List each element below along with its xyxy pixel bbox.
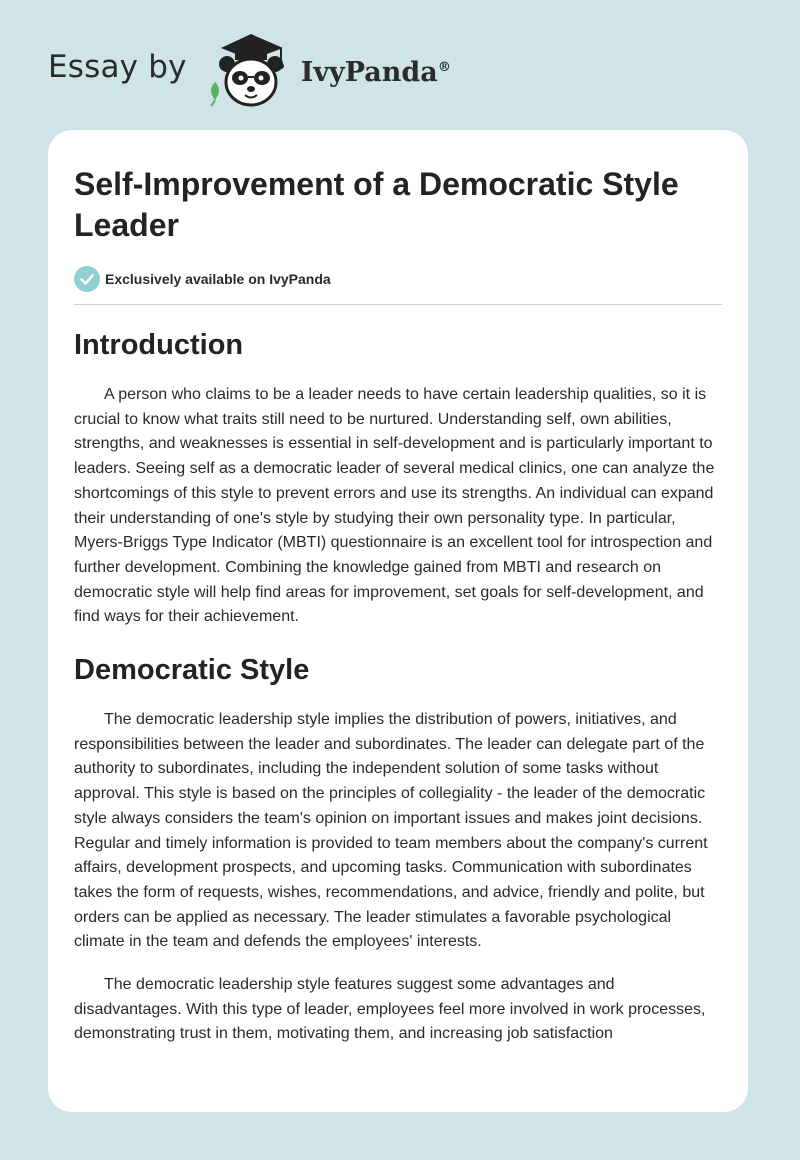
site-header bbox=[48, 30, 451, 110]
section-democratic-style bbox=[74, 652, 722, 1047]
brand-prefix: Essay by bbox=[48, 49, 187, 85]
essay-title: Self-Improvement of a Democratic Style Leader bbox=[74, 166, 679, 243]
essay-card bbox=[48, 130, 748, 1112]
brand-name[interactable] bbox=[301, 57, 451, 88]
paragraph: The democratic leadership style implies the distribution of powers, initiatives, and responsibilities between the leader and subordinates. The leader can delegate part of the authority to subordinates, including the independent solution of some tasks without approval. This style is based on the principles of collegiality - the leader of the democratic style always considers the team's opinion on important issues and makes joint decisions. Regular and timely information is provided to team members about the company's current affairs, development prospects, and upcoming tasks. Communication with subordinates takes the form of requests, wishes, recommendations, and advice, friendly and polite, but orders can be applied as necessary. The leader stimulates a favorable psychological climate in the team and defends the employees' interests. bbox=[74, 711, 708, 951]
exclusive-badge bbox=[74, 266, 722, 292]
registered-mark: ® bbox=[437, 59, 451, 75]
section-introduction bbox=[74, 327, 722, 630]
exclusive-badge-text: Exclusively available on IvyPanda bbox=[105, 271, 331, 287]
section-heading: Democratic Style bbox=[74, 654, 310, 687]
paragraph: The democratic leadership style features suggest some advantages and disadvantages. With this type of leader, employees feel more involved in work processes, demonstrating trust in them, motivating them, and increasing job satisfaction bbox=[74, 976, 706, 1043]
check-circle-icon bbox=[74, 266, 100, 292]
title-divider bbox=[74, 304, 722, 305]
panda-logo-icon[interactable] bbox=[201, 30, 297, 110]
section-heading: Introduction bbox=[74, 329, 244, 361]
paragraph: A person who claims to be a leader needs to have certain leadership qualities, so it is crucial to know what traits still need to be nurtured. Understanding self, own abilities, strengths, and weaknesses is essential in self-development and is particularly important to leaders. Seeing self as a democratic leader of several medical clinics, one can analyze the shortcomings of this style to prevent errors and use its strengths. An individual can expand their understanding of one's style by studying their own personality type. In particular, Myers-Briggs Type Indicator (MBTI) questionnaire is an excellent tool for introspection and further development. Combining the knowledge gained from MBTI and research on democratic style will help find areas for improvement, set goals for self-development, and find ways for their achievement. bbox=[74, 386, 715, 626]
brand-name-text: IvyPanda bbox=[300, 56, 438, 88]
